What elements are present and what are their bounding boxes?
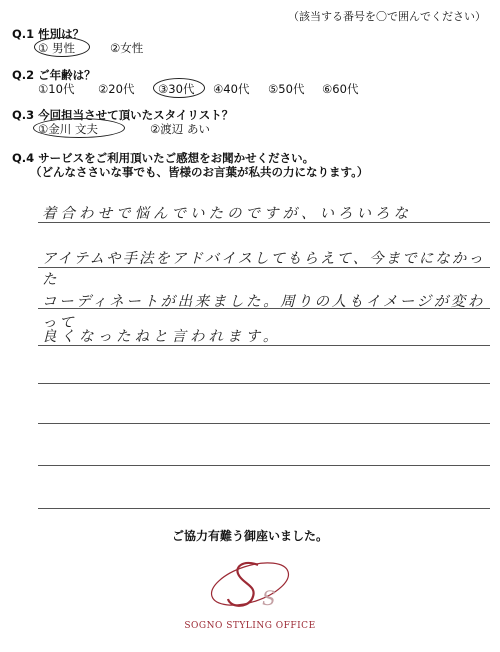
question-1-label: Q.1 性別は？	[12, 27, 85, 41]
answer-rule	[38, 308, 490, 309]
answer-rule	[38, 508, 490, 509]
answer-rule	[38, 423, 490, 424]
answer-line-2: アイテムや手法をアドバイスしてもらえて、今までになかった	[42, 251, 485, 288]
q1-option-female[interactable]: ②女性	[110, 41, 144, 55]
q1-option-male[interactable]: ① 男性	[38, 41, 75, 55]
answer-line-3: コーディネートが出来ました。周りの人もイメージが変わって	[42, 294, 486, 331]
thank-you-message: ご協力有難う御座いました。	[171, 529, 328, 543]
answer-rule	[38, 222, 490, 223]
q2-option-20s[interactable]: ②20代	[98, 82, 135, 96]
answer-rule	[38, 465, 490, 466]
answer-line-4: 良くなったねと言われます。	[42, 329, 282, 345]
question-4-subtext: （どんなささいな事でも、皆様のお言葉が私共の力になります。）	[30, 165, 369, 179]
question-3-label: Q.3 今回担当させて頂いたスタイリスト？	[12, 108, 234, 122]
selection-circle	[34, 37, 90, 57]
office-name: SOGNO STYLING OFFICE	[184, 621, 316, 631]
q2-option-30s[interactable]: ③30代	[158, 82, 195, 96]
q3-option-stylist-1[interactable]: ①金川 文夫	[38, 122, 98, 136]
q2-option-10s[interactable]: ①10代	[38, 82, 75, 96]
q2-option-60s[interactable]: ⑥60代	[322, 82, 359, 96]
question-2-label: Q.2 ご年齢は？	[12, 68, 96, 82]
answer-rule	[38, 345, 490, 346]
sogno-logo-icon	[188, 553, 312, 619]
answer-line-1: 着合わせで悩んでいたのですが、いろいろな	[42, 206, 412, 222]
selection-circle	[153, 78, 205, 98]
q3-option-stylist-2[interactable]: ②渡辺 あい	[150, 122, 210, 136]
answer-rule	[38, 383, 490, 384]
selection-circle	[33, 118, 125, 138]
answer-rule	[38, 267, 490, 268]
logo-letter: S	[262, 586, 276, 610]
instruction-note: （該当する番号を〇で囲んでください）	[288, 10, 486, 23]
q2-option-40s[interactable]: ④40代	[213, 82, 250, 96]
q2-option-50s[interactable]: ⑤50代	[268, 82, 305, 96]
question-4-label: Q.4 サービスをご利用頂いたご感想をお聞かせください。	[12, 151, 315, 165]
